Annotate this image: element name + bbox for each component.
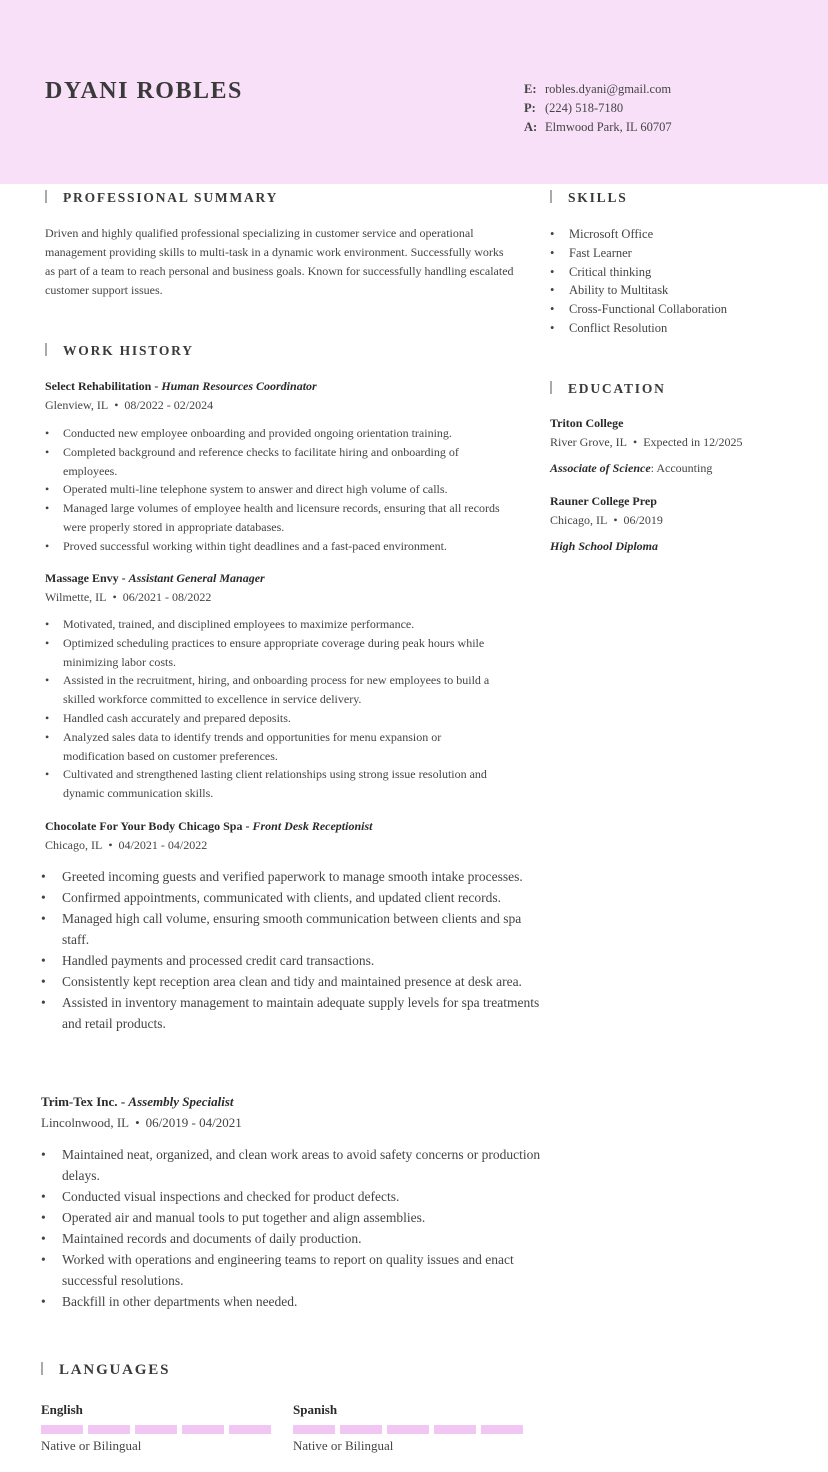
rating-segment [481,1425,523,1434]
list-item: • Greeted incoming guests and verified paperwork to manage smooth intake processes. [41,866,551,887]
list-item: • Conducted visual inspections and checked for product defects. [41,1186,561,1207]
language-rating-bar [293,1425,523,1434]
rating-segment [182,1425,224,1434]
edu-meta: Chicago, IL • 06/2019 [550,513,663,527]
rating-segment [135,1425,177,1434]
job-bullets [41,1144,561,1312]
header-band [0,0,828,184]
job-title: Massage Envy - Assistant General Manager [45,571,265,585]
edu-meta: River Grove, IL • Expected in 12/2025 [550,435,743,449]
list-item: • Assisted in inventory management to maintain adequate supply levels for spa treatments and retail products. [41,992,551,1034]
list-item: • Maintained neat, organized, and clean work areas to avoid safety concerns or production delays. [41,1144,561,1186]
skills-heading: SKILLS [550,190,628,206]
job-meta: Lincolnwood, IL • 06/2019 - 04/2021 [41,1115,242,1130]
summary-heading: PROFESSIONAL SUMMARY [45,190,278,206]
phone-value: (224) 518-7180 [545,101,624,115]
list-item: • Ability to Multitask [550,281,727,300]
contact-phone: P: (224) 518-7180 [524,101,624,115]
list-item: • Motivated, trained, and disciplined employees to maximize performance. [45,615,505,634]
list-item: • Operated air and manual tools to put together and align assemblies. [41,1207,561,1228]
job-title: Select Rehabilitation - Human Resources Coordinator [45,379,317,393]
rating-segment [229,1425,271,1434]
edu-school: Triton College [550,416,624,430]
list-item: • Cultivated and strengthened lasting client relationships using strong issue resolution and dynamic communication skills. [45,765,505,803]
edu-degree: Associate of Science: Accounting [550,461,713,475]
list-item: • Conducted new employee onboarding and provided ongoing orientation training. [45,424,510,443]
list-item: • Microsoft Office [550,225,727,244]
languages-heading: LANGUAGES [41,1362,170,1379]
list-item: • Managed large volumes of employee health and licensure records, ensuring that all records were properly stored in appropriate databases. [45,499,510,537]
job-bullets [41,866,551,1034]
rating-segment [340,1425,382,1434]
edu-degree: High School Diploma [550,539,659,553]
rating-segment [88,1425,130,1434]
list-item: • Managed high call volume, ensuring smooth communication between clients and spa staff. [41,908,551,950]
list-item: • Backfill in other departments when needed. [41,1291,561,1312]
rating-segment [434,1425,476,1434]
rating-segment [41,1425,83,1434]
job-meta: Chicago, IL • 04/2021 - 04/2022 [45,838,208,852]
list-item: • Handled payments and processed credit card transactions. [41,950,551,971]
rating-segment [293,1425,335,1434]
list-item: • Completed background and reference checks to facilitate hiring and onboarding of employees. [45,443,510,481]
job-title: Chocolate For Your Body Chicago Spa - Front Desk Receptionist [45,819,373,833]
job-bullets [45,424,510,556]
summary-text: Driven and highly qualified professional specializing in customer service and operational management providing skills to multi-task in a dynamic work environment. Successfully works as part of a team to reach personal and business goals. Known for successfully handling escalated customer support issues. [45,226,514,297]
list-item: • Handled cash accurately and prepared deposits. [45,709,505,728]
job-title: Trim-Tex Inc. - Assembly Specialist [41,1094,234,1109]
language-rating-bar [41,1425,271,1434]
contact-block [524,80,672,137]
skills-list [550,225,727,338]
list-item: • Cross-Functional Collaboration [550,300,727,319]
list-item: • Operated multi-line telephone system to answer and direct high volume of calls. [45,480,510,499]
list-item: • Optimized scheduling practices to ensure appropriate coverage during peak hours while minimizing labor costs. [45,634,505,672]
job-bullets [45,615,505,803]
list-item: • Consistently kept reception area clean and tidy and maintained presence at desk area. [41,971,551,992]
address-value: Elmwood Park, IL 60707 [545,120,672,134]
candidate-name: DYANI ROBLES [45,78,243,104]
list-item: • Conflict Resolution [550,319,727,338]
email-value: robles.dyani@gmail.com [545,82,672,96]
job-meta: Wilmette, IL • 06/2021 - 08/2022 [45,590,212,604]
work-history-heading: WORK HISTORY [45,343,194,359]
list-item: • Critical thinking [550,263,727,282]
language-level: Native or Bilingual [41,1438,142,1453]
list-item: • Maintained records and documents of daily production. [41,1228,561,1249]
list-item: • Confirmed appointments, communicated with clients, and updated client records. [41,887,551,908]
language-name: English [41,1402,83,1417]
education-heading: EDUCATION [550,381,666,397]
list-item: • Analyzed sales data to identify trends and opportunities for menu expansion or modification based on customer preferences. [45,728,505,766]
contact-email: E: robles.dyani@gmail.com [524,82,672,96]
list-item: • Worked with operations and engineering teams to report on quality issues and enact successful resolutions. [41,1249,561,1291]
language-name: Spanish [293,1402,338,1417]
rating-segment [387,1425,429,1434]
list-item: • Fast Learner [550,244,727,263]
job-meta: Glenview, IL • 08/2022 - 02/2024 [45,398,214,412]
language-level: Native or Bilingual [293,1438,394,1453]
contact-address: A: Elmwood Park, IL 60707 [524,120,672,134]
list-item: • Proved successful working within tight deadlines and a fast-paced environment. [45,537,510,556]
edu-school: Rauner College Prep [550,494,657,508]
list-item: • Assisted in the recruitment, hiring, and onboarding process for new employees to build a skilled workforce committed to excellence in service delivery. [45,671,505,709]
